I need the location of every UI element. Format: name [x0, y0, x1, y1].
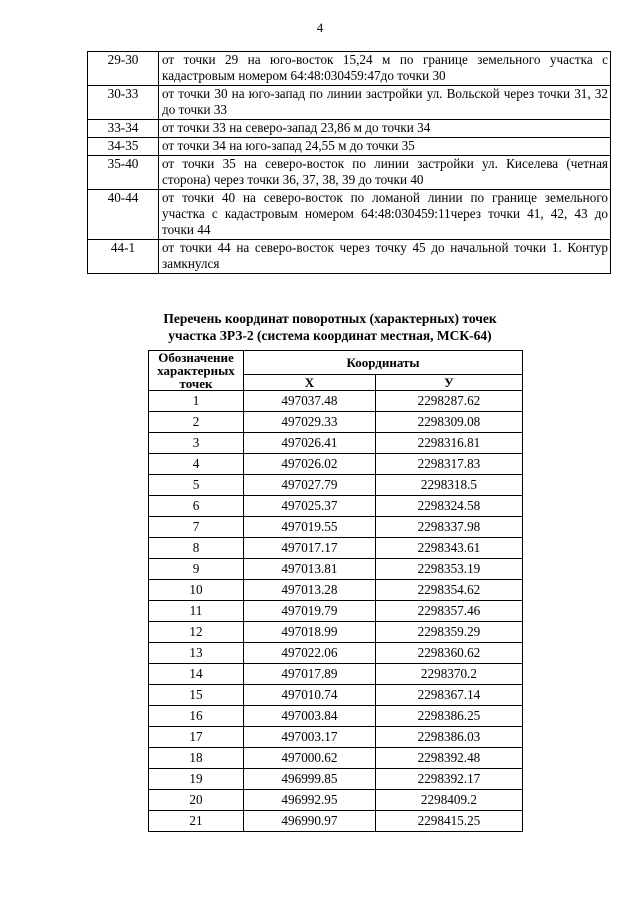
y-coordinate-cell: 2298392.17 — [375, 769, 522, 790]
y-coordinate-cell: 2298359.29 — [375, 622, 522, 643]
point-number-cell: 20 — [149, 790, 244, 811]
coordinate-row — [149, 496, 523, 517]
y-coordinate-cell: 2298386.03 — [375, 727, 522, 748]
coordinate-row — [149, 517, 523, 538]
heading-line-2: участка ЗРЗ-2 (система координат местная, МСК-64) — [168, 328, 492, 343]
point-number-cell: 15 — [149, 685, 244, 706]
heading-line-1: Перечень координат поворотных (характерных) точек — [163, 311, 497, 326]
segment-cell: 40-44 — [88, 190, 159, 240]
x-coordinate-cell: 496990.97 — [244, 811, 376, 832]
header-coordinates: Координаты — [244, 351, 523, 375]
x-coordinate-cell: 497018.99 — [244, 622, 376, 643]
y-coordinate-cell: 2298324.58 — [375, 496, 522, 517]
y-coordinate-cell: 2298353.19 — [375, 559, 522, 580]
description-cell: от точки 33 на северо-запад 23,86 м до точки 34 — [159, 120, 611, 138]
boundary-row — [88, 240, 611, 274]
coordinate-row — [149, 664, 523, 685]
x-coordinate-cell: 497037.48 — [244, 391, 376, 412]
coordinate-row — [149, 559, 523, 580]
description-cell: от точки 30 на юго-запад по линии застройки ул. Вольской через точки 31, 32 до точки 33 — [159, 86, 611, 120]
point-number-cell: 11 — [149, 601, 244, 622]
y-coordinate-cell: 2298357.46 — [375, 601, 522, 622]
point-number-cell: 18 — [149, 748, 244, 769]
coordinate-row — [149, 706, 523, 727]
x-coordinate-cell: 497013.81 — [244, 559, 376, 580]
y-coordinate-cell: 2298318.5 — [375, 475, 522, 496]
description-cell: от точки 35 на северо-восток по линии застройки ул. Киселева (четная сторона) через точки 36, 37, 38, 39 до точки 40 — [159, 156, 611, 190]
x-coordinate-cell: 497019.55 — [244, 517, 376, 538]
y-coordinate-cell: 2298367.14 — [375, 685, 522, 706]
point-number-cell: 9 — [149, 559, 244, 580]
coordinate-row — [149, 685, 523, 706]
point-number-cell: 19 — [149, 769, 244, 790]
x-coordinate-cell: 497029.33 — [244, 412, 376, 433]
point-number-cell: 5 — [149, 475, 244, 496]
x-coordinate-cell: 497026.02 — [244, 454, 376, 475]
point-number-cell: 8 — [149, 538, 244, 559]
y-coordinate-cell: 2298386.25 — [375, 706, 522, 727]
point-number-cell: 12 — [149, 622, 244, 643]
header-x: Х — [244, 375, 376, 391]
x-coordinate-cell: 497017.17 — [244, 538, 376, 559]
coordinates-table — [148, 350, 523, 832]
coordinates-heading — [100, 310, 560, 344]
x-coordinate-cell: 497000.62 — [244, 748, 376, 769]
point-number-cell: 1 — [149, 391, 244, 412]
coordinate-row — [149, 454, 523, 475]
x-coordinate-cell: 497019.79 — [244, 601, 376, 622]
y-coordinate-cell: 2298360.62 — [375, 643, 522, 664]
point-number-cell: 17 — [149, 727, 244, 748]
point-number-cell: 16 — [149, 706, 244, 727]
boundary-row — [88, 190, 611, 240]
y-coordinate-cell: 2298415.25 — [375, 811, 522, 832]
boundary-row — [88, 120, 611, 138]
coordinate-row — [149, 412, 523, 433]
coordinate-row — [149, 580, 523, 601]
x-coordinate-cell: 497010.74 — [244, 685, 376, 706]
x-coordinate-cell: 496999.85 — [244, 769, 376, 790]
coordinate-row — [149, 811, 523, 832]
segment-cell: 35-40 — [88, 156, 159, 190]
coordinate-row — [149, 391, 523, 412]
x-coordinate-cell: 496992.95 — [244, 790, 376, 811]
segment-cell: 29-30 — [88, 52, 159, 86]
point-number-cell: 14 — [149, 664, 244, 685]
header-point-label: Обозначение характерных точек — [149, 351, 244, 391]
y-coordinate-cell: 2298409.2 — [375, 790, 522, 811]
x-coordinate-cell: 497027.79 — [244, 475, 376, 496]
coordinate-row — [149, 790, 523, 811]
boundary-row — [88, 52, 611, 86]
description-cell: от точки 44 на северо-восток через точку 45 до начальной точки 1. Контур замкнулся — [159, 240, 611, 274]
coordinate-row — [149, 748, 523, 769]
coordinate-row — [149, 769, 523, 790]
x-coordinate-cell: 497026.41 — [244, 433, 376, 454]
segment-cell: 30-33 — [88, 86, 159, 120]
coordinate-row — [149, 538, 523, 559]
x-coordinate-cell: 497022.06 — [244, 643, 376, 664]
coordinate-row — [149, 601, 523, 622]
point-number-cell: 2 — [149, 412, 244, 433]
point-number-cell: 10 — [149, 580, 244, 601]
x-coordinate-cell: 497003.84 — [244, 706, 376, 727]
point-number-cell: 13 — [149, 643, 244, 664]
boundary-description-table — [87, 51, 611, 274]
coordinate-row — [149, 433, 523, 454]
coordinate-row — [149, 475, 523, 496]
y-coordinate-cell: 2298337.98 — [375, 517, 522, 538]
point-number-cell: 7 — [149, 517, 244, 538]
point-number-cell: 3 — [149, 433, 244, 454]
coordinate-row — [149, 727, 523, 748]
boundary-row — [88, 138, 611, 156]
segment-cell: 44-1 — [88, 240, 159, 274]
page-number: 4 — [316, 20, 324, 35]
y-coordinate-cell: 2298370.2 — [375, 664, 522, 685]
boundary-row — [88, 156, 611, 190]
x-coordinate-cell: 497013.28 — [244, 580, 376, 601]
point-number-cell: 4 — [149, 454, 244, 475]
y-coordinate-cell: 2298316.81 — [375, 433, 522, 454]
y-coordinate-cell: 2298392.48 — [375, 748, 522, 769]
y-coordinate-cell: 2298343.61 — [375, 538, 522, 559]
segment-cell: 34-35 — [88, 138, 159, 156]
y-coordinate-cell: 2298287.62 — [375, 391, 522, 412]
description-cell: от точки 34 на юго-запад 24,55 м до точки 35 — [159, 138, 611, 156]
header-y: У — [375, 375, 522, 391]
segment-cell: 33-34 — [88, 120, 159, 138]
x-coordinate-cell: 497025.37 — [244, 496, 376, 517]
y-coordinate-cell: 2298309.08 — [375, 412, 522, 433]
coordinate-row — [149, 643, 523, 664]
description-cell: от точки 40 на северо-восток по ломаной линии по границе земельного участка с кадастровым номером 64:48:030459:11через точки 41, 42, 43 до точки 44 — [159, 190, 611, 240]
boundary-row — [88, 86, 611, 120]
x-coordinate-cell: 497017.89 — [244, 664, 376, 685]
coordinate-row — [149, 622, 523, 643]
point-number-cell: 6 — [149, 496, 244, 517]
x-coordinate-cell: 497003.17 — [244, 727, 376, 748]
y-coordinate-cell: 2298354.62 — [375, 580, 522, 601]
point-number-cell: 21 — [149, 811, 244, 832]
description-cell: от точки 29 на юго-восток 15,24 м по границе земельного участка с кадастровым номером 64:48:030459:47до точки 30 — [159, 52, 611, 86]
y-coordinate-cell: 2298317.83 — [375, 454, 522, 475]
